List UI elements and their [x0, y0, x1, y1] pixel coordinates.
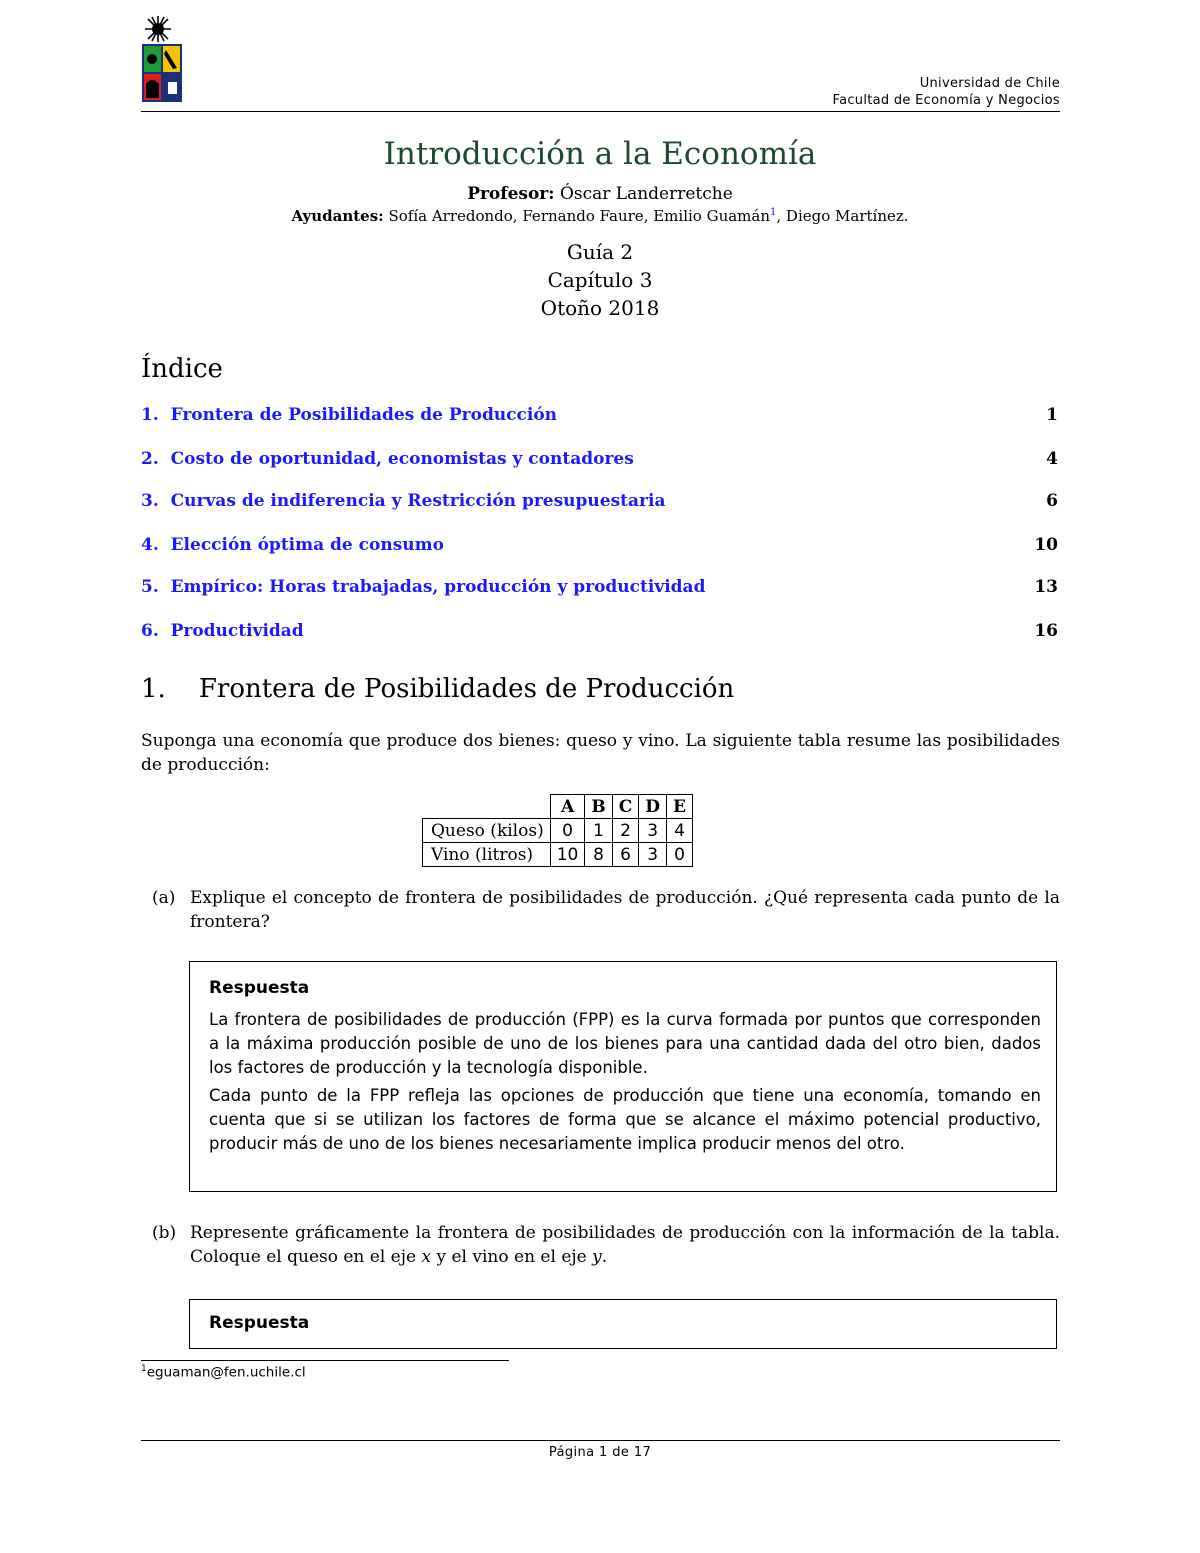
toc-entry-label[interactable]: 4. Elección óptima de consumo — [141, 535, 444, 555]
footnote-rule — [141, 1360, 509, 1361]
table-cell: 3 — [639, 843, 667, 867]
toc-entry-page: 10 — [1034, 535, 1058, 555]
toc-entry[interactable] — [141, 491, 1060, 515]
table-column-header: A — [550, 795, 585, 819]
sun-emblem-icon — [145, 16, 171, 42]
question-b — [152, 1221, 1060, 1269]
professor-label: Profesor: — [467, 184, 555, 204]
table-cell: 3 — [639, 819, 667, 843]
table-corner-cell — [423, 795, 551, 819]
professor-line — [0, 184, 1200, 204]
question-label: (b) — [152, 1223, 177, 1243]
footnote — [141, 1364, 306, 1381]
table-row-header: Vino (litros) — [423, 843, 551, 867]
table-cell: 0 — [667, 843, 693, 867]
table-cell: 8 — [585, 843, 612, 867]
header-university: Universidad de Chile — [919, 76, 1060, 91]
question-label: (a) — [152, 888, 176, 908]
answer-heading: Respuesta — [209, 1313, 310, 1333]
header-faculty: Facultad de Economía y Negocios — [832, 93, 1060, 108]
toc-entry-page: 4 — [1046, 449, 1058, 469]
assistants-names: Sofía Arredondo, Fernando Faure, Emilio Guamán — [388, 207, 771, 225]
table-cell: 0 — [550, 819, 585, 843]
question-text: Explique el concepto de frontera de posibilidades de producción. ¿Qué representa cada punto de la frontera? — [190, 888, 1060, 932]
professor-name: Óscar Landerretche — [559, 184, 733, 204]
footnote-mark: 1 — [141, 1364, 147, 1374]
table-cell: 2 — [612, 819, 639, 843]
x-axis-variable: x — [421, 1247, 432, 1267]
assistants-names-rest: , Diego Martínez. — [776, 207, 909, 225]
toc-entry-page: 6 — [1046, 491, 1058, 511]
section-intro: Suponga una economía que produce dos bienes: queso y vino. La siguiente tabla resume las posibilidades de producción: — [141, 731, 1060, 775]
toc-entry-label[interactable]: 5. Empírico: Horas trabajadas, producción y productividad — [141, 577, 706, 597]
toc-entry[interactable] — [141, 405, 1060, 429]
assistants-line — [0, 207, 1200, 225]
y-axis-variable: y — [592, 1247, 602, 1267]
question-text-part: Represente gráficamente la frontera de posibilidades de producción con la información de la tabla. Coloque el queso en el eje — [190, 1223, 1060, 1267]
header-rule — [141, 111, 1060, 112]
table-row-header: Queso (kilos) — [423, 819, 551, 843]
term: Otoño 2018 — [540, 296, 660, 320]
answer-paragraph: Cada punto de la FPP refleja las opciones de producción que tiene una economía, tomando en cuenta que si se utilizan los factores de forma que se alcance el máximo potencial productivo, producir más de uno de los bienes necesariamente implica producir menos del otro. — [209, 1086, 1041, 1153]
table-column-header: B — [585, 795, 612, 819]
table-cell: 6 — [612, 843, 639, 867]
document-title: Introducción a la Economía — [383, 136, 817, 172]
footnote-email[interactable]: eguaman@fen.uchile.cl — [146, 1364, 306, 1381]
question-a — [152, 886, 1060, 934]
toc-entry[interactable] — [141, 577, 1060, 601]
page-number: Página 1 de 17 — [548, 1445, 652, 1460]
table-cell: 1 — [585, 819, 612, 843]
university-logo — [140, 14, 184, 106]
shield-icon — [142, 44, 182, 102]
table-row — [423, 819, 693, 843]
question-text-part: y el vino en el eje — [431, 1247, 593, 1267]
table-row — [423, 843, 693, 867]
section-heading: 1. Frontera de Posibilidades de Producción — [141, 674, 735, 704]
index-heading: Índice — [141, 354, 223, 384]
toc-entry-label[interactable]: 1. Frontera de Posibilidades de Producción — [141, 405, 558, 425]
footnote-link[interactable]: 1 — [770, 207, 777, 218]
assistants-label: Ayudantes: — [291, 207, 384, 225]
answer-box-b — [189, 1299, 1057, 1349]
footer-rule — [141, 1440, 1060, 1441]
toc-entry-label[interactable]: 3. Curvas de indiferencia y Restricción presupuestaria — [141, 491, 666, 511]
toc-entry-label[interactable]: 6. Productividad — [141, 621, 304, 641]
table-cell: 4 — [667, 819, 693, 843]
toc-entry-label[interactable]: 2. Costo de oportunidad, economistas y contadores — [141, 449, 634, 469]
answer-heading: Respuesta — [209, 978, 310, 998]
toc-entry[interactable] — [141, 621, 1060, 645]
question-text — [190, 1221, 1060, 1269]
question-text-part: . — [601, 1247, 608, 1267]
toc-entry[interactable] — [141, 535, 1060, 559]
table-header-row — [423, 795, 693, 819]
answer-box-a — [189, 961, 1057, 1192]
table-column-header: C — [612, 795, 639, 819]
guide-number: Guía 2 — [566, 240, 634, 264]
chapter-number: Capítulo 3 — [547, 268, 653, 292]
toc-entry-page: 1 — [1046, 405, 1058, 425]
production-table — [422, 794, 693, 867]
toc-entry-page: 13 — [1034, 577, 1058, 597]
toc-entry[interactable] — [141, 449, 1060, 473]
table-column-header: D — [639, 795, 667, 819]
table-column-header: E — [667, 795, 693, 819]
answer-paragraph: La frontera de posibilidades de producción (FPP) es la curva formada por puntos que corresponden a la máxima producción posible de uno de los bienes para una cantidad dada del otro bien, dados los factores de producción y la tecnología disponible. — [209, 1010, 1041, 1077]
table-cell: 10 — [550, 843, 585, 867]
toc-entry-page: 16 — [1034, 621, 1058, 641]
